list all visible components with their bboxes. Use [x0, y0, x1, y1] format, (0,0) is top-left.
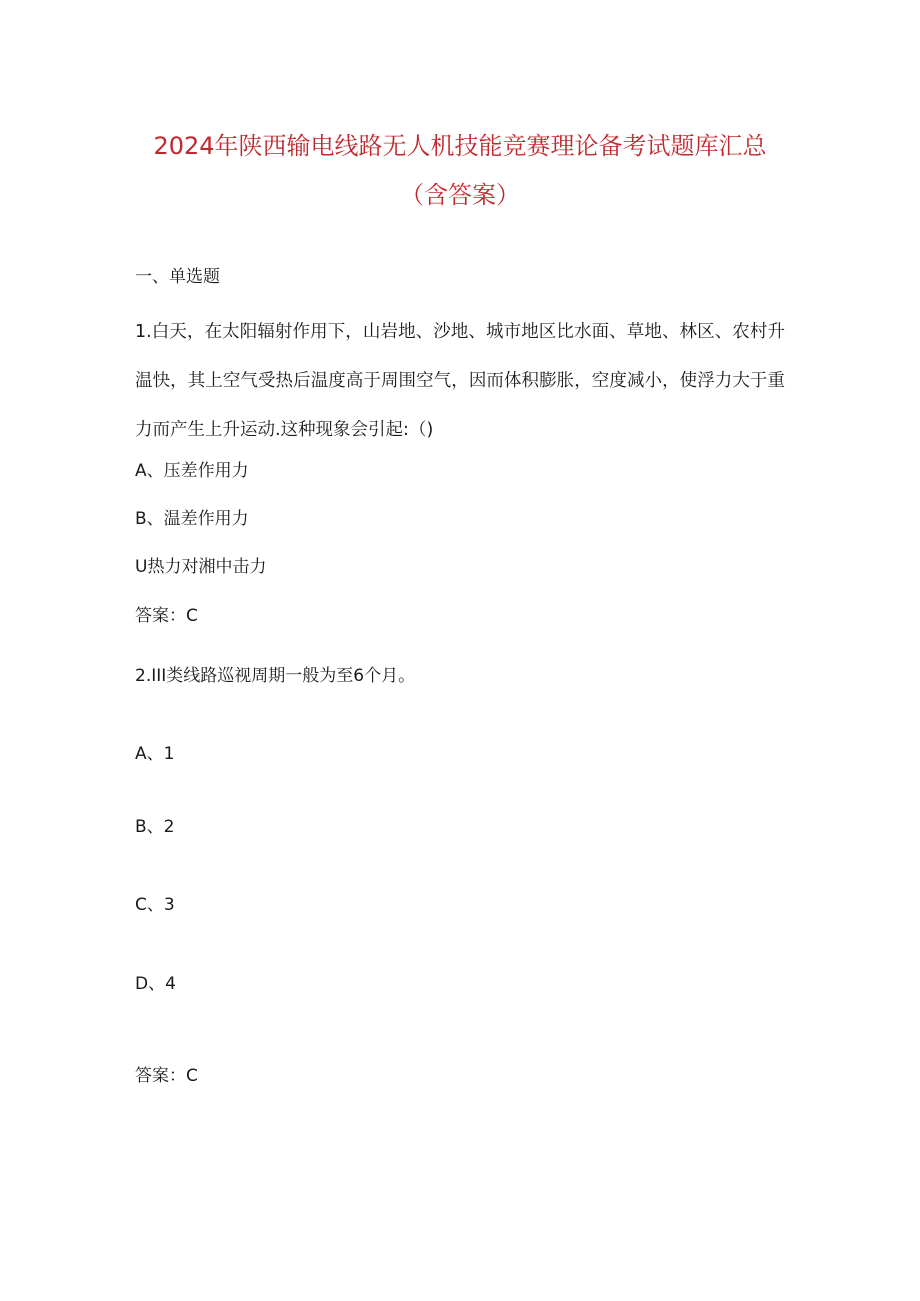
- document-title-line-1: 2024年陕西输电线路无人机技能竞赛理论备考试题库汇总: [153, 132, 767, 160]
- question-2-option-c: C、3: [135, 895, 175, 915]
- question-2-stem: 2.III类线路巡视周期一般为至6个月。: [135, 666, 416, 686]
- question-2-option-d: D、4: [135, 974, 176, 994]
- question-1-option-a: A、压差作用力: [135, 461, 249, 481]
- question-1-answer: 答案：C: [135, 606, 198, 626]
- question-1-option-c: U热力对湘中击力: [135, 557, 267, 577]
- question-1-option-b: B、温差作用力: [135, 509, 249, 529]
- question-2-answer: 答案：C: [135, 1066, 198, 1086]
- section-heading: 一、单选题: [135, 267, 220, 287]
- question-2-option-a: A、1: [135, 744, 175, 764]
- question-2-option-b: B、2: [135, 817, 175, 837]
- document-title-line-2: （含答案）: [400, 181, 520, 209]
- question-1-stem: 1.白天，在太阳辐射作用下，山岩地、沙地、城市地区比水面、草地、林区、农村升温快，其上空气受热后温度高于周围空气，因而体积膨胀，空度减小，使浮力大于重力而产生上升运动.这种现象会引起:（): [135, 322, 785, 440]
